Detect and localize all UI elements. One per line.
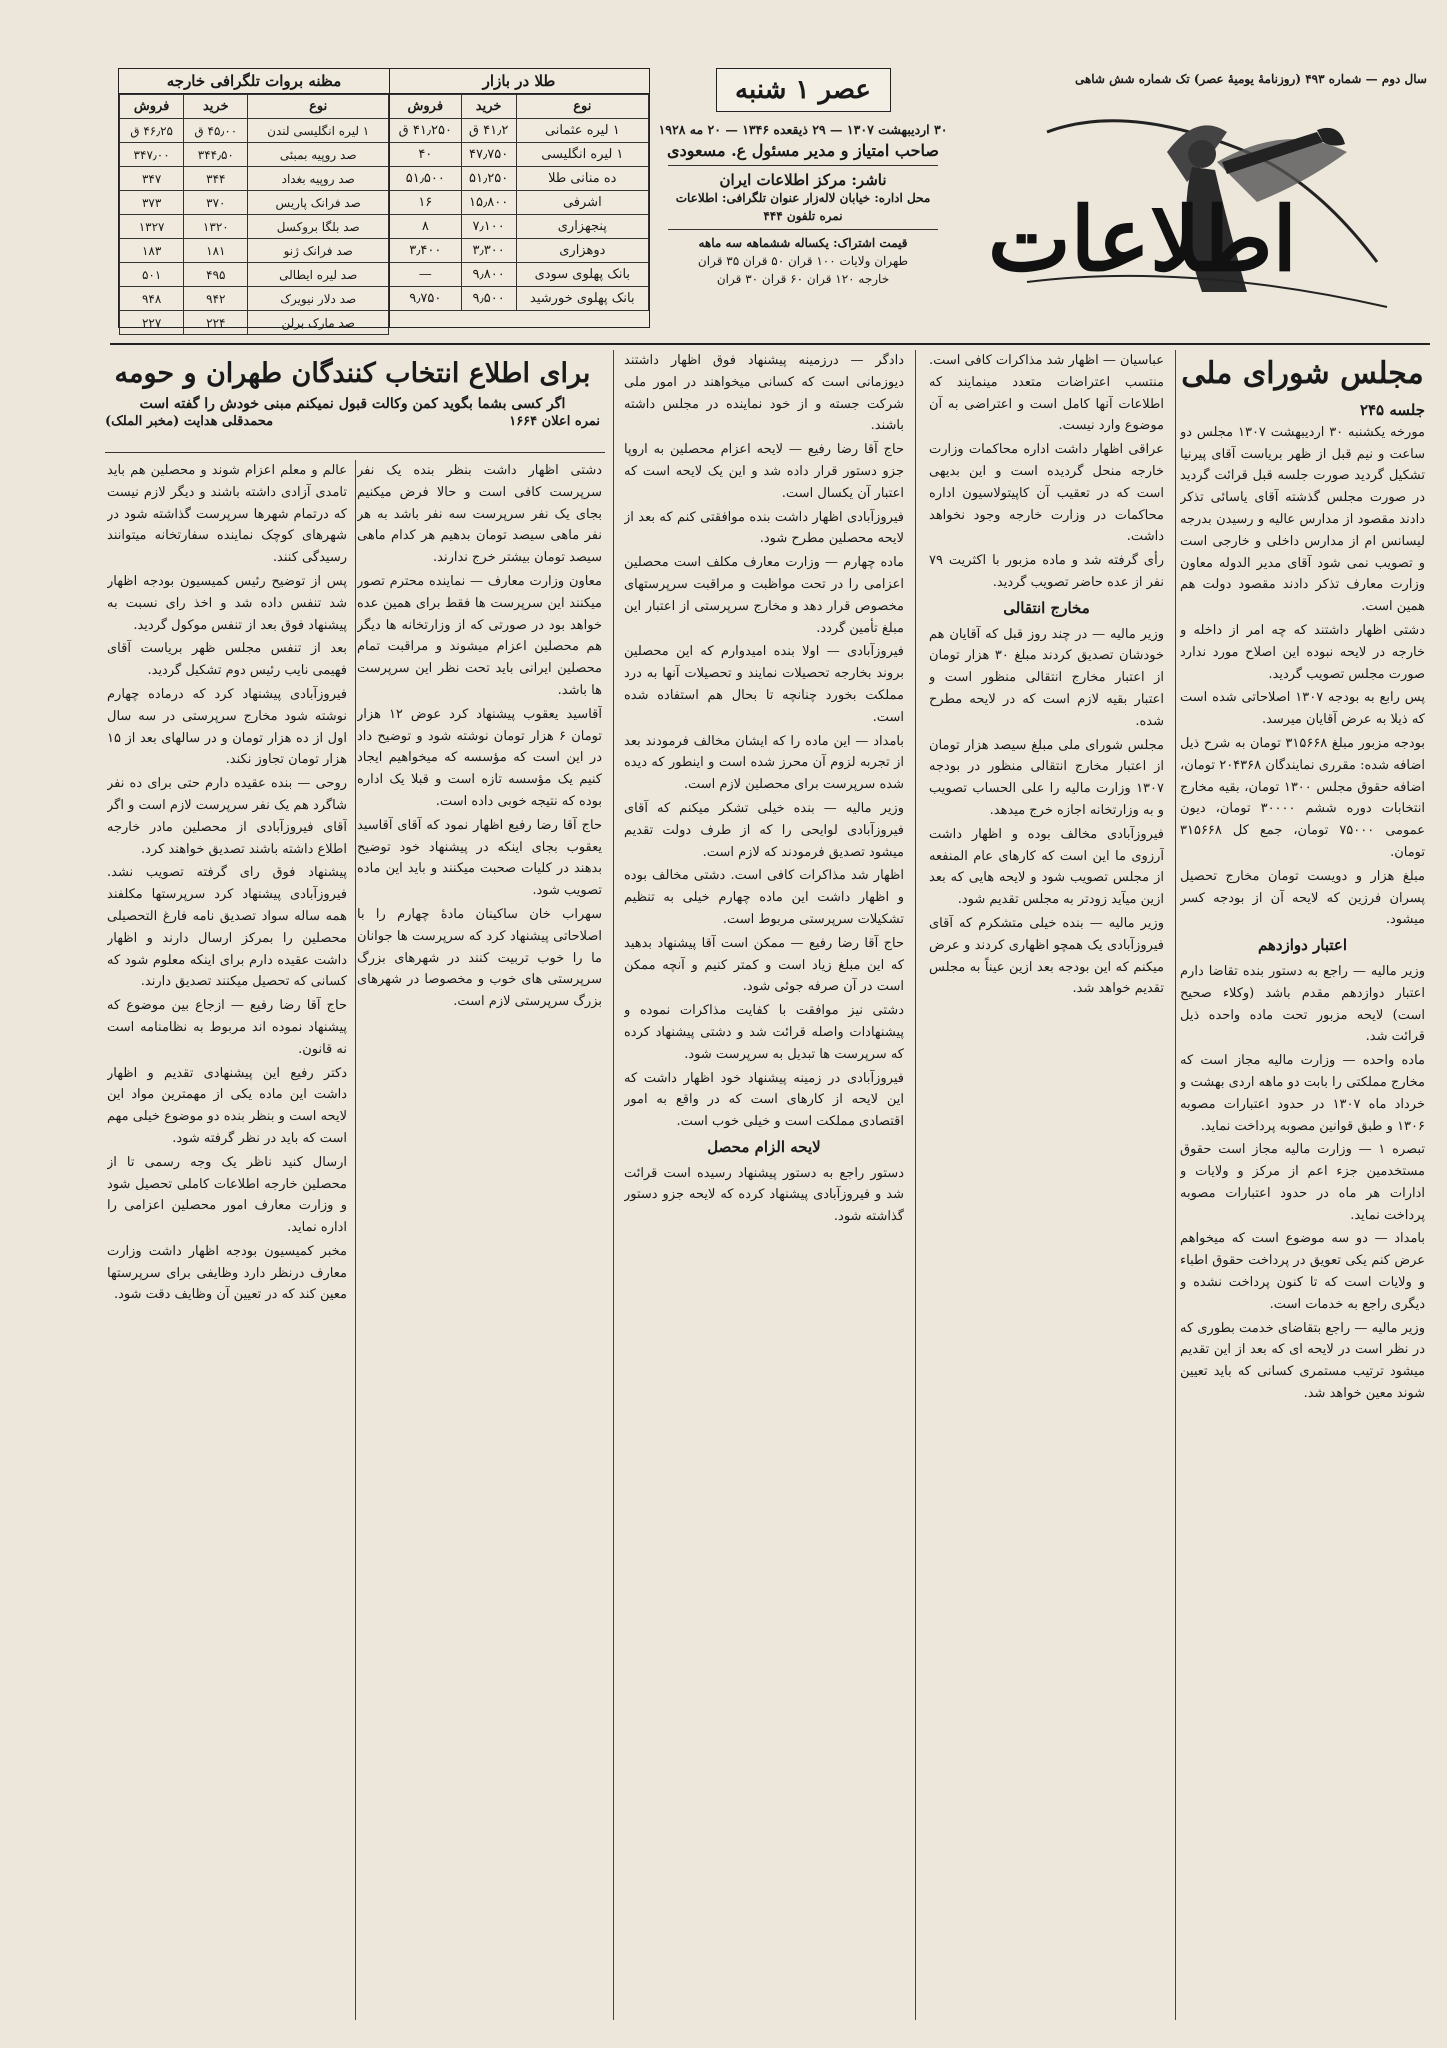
owner-line: صاحب امتیاز و مدیر مسئول ع. مسعودی (667, 141, 939, 160)
notice-number: نمره اعلان ۱۶۶۴ (509, 414, 600, 429)
paragraph: پیشنهاد فوق رای گرفته تصویب نشد. فیروزآبادی پیشنهاد کرد سرپرستها مکلفند همه ساله سواد تصدیق نامه فارغ التحصیلی محصلین را بمرکز ارسال دارند و اظهار داشت عقیده دارم برای اینکه معلوم شود که کسانی که تحصیل میکنند تصدیق دارند. (107, 865, 347, 990)
paragraph: دشتی اظهار داشت بنظر بنده یک نفر سرپرست کافی است و حالا فرض میکنیم بجای یک نفر سرپرست سه نفر باشد به هر نفر ماهی سیصد تومان بدهیم هر کدام ماهی سیصد تومان بیشتر خرج ندارند. (357, 463, 602, 566)
cell: ۱۵٫۸۰۰ (461, 191, 516, 215)
cell: ۴۹۵ (184, 263, 248, 287)
column-divider (1175, 350, 1176, 2020)
subscription-abroad: خارجه ۱۲۰ قران ۶۰ قران ۳۰ قران (716, 272, 890, 286)
publication-info (658, 68, 948, 343)
subheading: لایحه الزام محصل (707, 1137, 821, 1156)
paragraph: دشتی اظهار داشتند که چه امر از داخله و خارجه در لایحه نبوده این اصلاح مورد ندارد صورت مجلس تصویب گردید. (1180, 622, 1425, 682)
table-row (390, 143, 649, 167)
paragraph: وزیر مالیه — راجع به دستور بنده تقاضا دارم اعتبار دوازدهم مقدم باشد (وکلاء صحیح است) لایحه مزبور تحت ماده واحده ذیل قرائت شد. (1180, 963, 1425, 1045)
cell: اشرفی (516, 191, 648, 215)
cell: ۱۸۳ (120, 239, 184, 263)
cell: ۴۵٫۰۰ ق (184, 119, 248, 143)
column-4 (357, 460, 602, 2020)
paragraph: مخبر کمیسیون بودجه اظهار داشت وزارت معارف درنظر دارد وظایفی برای سرپرستها معین کند که در تعیین آن وظایف دقت شود. (107, 1243, 347, 1303)
cell: — (390, 263, 462, 287)
column-divider (355, 460, 356, 2020)
cell: صد فرانک ژنو (248, 239, 389, 263)
gold-table-title: طلا در بازار (389, 69, 649, 94)
paragraph: وزیر مالیه — در چند روز قبل که آقایان هم خودشان تصدیق کردند مبلغ ۳۰ هزار تومان از اعتبار مخارج انتقالی منظور است و اعتبار بقیه لازم است که در لایحه مطرح شده. (929, 626, 1164, 729)
cell: ده منانی طلا (516, 167, 648, 191)
paragraph: وزیر مالیه — بنده خیلی تشکر میکنم که آقای فیروزآبادی لوایحی را که از طرف دولت تقدیم میشود تصدیق فرمودند که لازم است. (624, 800, 904, 860)
gold-price-table (388, 68, 650, 328)
article-title: مجلس شورای ملی (1181, 356, 1424, 391)
paragraph: دشتی نیز موافقت با کفایت مذاکرات نموده و پیشنهادات واصله قرائت شد و دشتی پیشنهاد کرده که سرپرست ها تبدیل به سرپرست شود. (624, 1003, 904, 1062)
paragraph: دکتر رفیع این پیشنهادی تقدیم و اظهار داشت این ماده یکی از مهمترین مواد این لایحه است و بنظر بنده دو موضوع خیلی مهم است که باید در نظر گرفته شود. (107, 1065, 347, 1146)
cell: ۳۴۴ (184, 167, 248, 191)
gold-table (389, 94, 649, 311)
cell: ۳٫۴۰۰ (390, 239, 462, 263)
cell: ۳۷۰ (184, 191, 248, 215)
table-row (390, 215, 649, 239)
paragraph: فیروزآبادی اظهار داشت بنده موافقتی کنم که بعد از لایحه محصلین مطرح شود. (624, 509, 904, 547)
fx-header: خرید (184, 95, 248, 119)
subscription-tehran: طهران ولایات ۱۰۰ قران ۵۰ قران ۳۵ قران (697, 254, 909, 268)
cell: ۲۲۴ (184, 311, 248, 335)
paragraph: پس از توضیح رئیس کمیسیون بودجه اظهار شد تنفس داده شد و اخذ رای نسبت به پیشنهاد فوق بعد از تنفس موکول گردید. (107, 573, 347, 633)
cell: بانک پهلوی سودی (516, 263, 648, 287)
paragraph: پس رابع به بودجه ۱۳۰۷ اصلاحاتی شده است که ذیلا به عرض آقایان میرسد. (1180, 690, 1425, 728)
paragraph: بامداد — دو سه موضوع است که میخواهم عرض کنم یکی تعویق در پرداخت حقوق اطباء و ولایات است که تا کنون پرداخت نشده و دیگری راجع به خدمات است. (1180, 1231, 1425, 1312)
paragraph: فیروزآبادی در زمینه پیشنهاد خود اظهار داشت که این لایحه از کارهای است که در واقع به امور اقتصادی مملکت است و خیلی خوب است. (624, 1070, 904, 1130)
paragraph: آقاسید یعقوب پیشنهاد کرد عوض ۱۲ هزار تومان ۶ هزار تومان نوشته شود و توضیح داد در این است که مؤسسه که میخواهیم ایجاد کنیم یک مؤسسه تازه است و قبلا یک اداره بوده که نتیجه خوبی داده است. (357, 706, 602, 809)
notice-rule (105, 452, 605, 453)
table-row (120, 311, 389, 335)
address-line: محل اداره: خیابان لاله‌زار عنوان تلگرافی: اطلاعات (675, 191, 931, 205)
cell: ۴۱٫۲ ق (461, 119, 516, 143)
paragraph: فیروزآبادی — اولا بنده امیدوارم که این محصلین بروند بخارجه تحصیلات نمایند و تحصیلات آنها به درد مملکت بخورد چنانچه تا بحال هم استفاده شده است. (624, 644, 904, 725)
paragraph: ارسال کنید ناظر یک وجه رسمی تا از محصلین خارجه اطلاعات کاملی تحصیل شود و وزارت معارف امور محصلین اعزامی را اداره نماید. (107, 1154, 347, 1236)
paragraph: دادگر — درزمینه پیشنهاد فوق اظهار داشتند دیوزمانی است که کسانی میخواهند در امور ملی شرکت جسته و از خود نماینده در مجلس داشته باشند. (624, 353, 904, 434)
cell: ۵۰۱ (120, 263, 184, 287)
cell: ۱ لیره عثمانی (516, 119, 648, 143)
subheading: مخارج انتقالی (1003, 598, 1090, 617)
fx-header: فروش (120, 95, 184, 119)
masthead-rule (110, 343, 1430, 345)
paragraph: سهراب خان ساکینان مادهٔ چهارم را با اصلاحاتی پیشنهاد کرد که سرپرست ها جوانان ما را خوب تربیت کنند در شهرهای بزرگ سرپرستی های خوب و مخصوصا در شهرهای بزرگ سرپرستی لازم است. (357, 906, 602, 1010)
cell: ۱۸۱ (184, 239, 248, 263)
cell: صد دلار نیویرک (248, 287, 389, 311)
cell: ۱۳۲۷ (120, 215, 184, 239)
cell: ۴۶٫۲۵ ق (120, 119, 184, 143)
cell: پنجهزاری (516, 215, 648, 239)
cell: ۹۴۲ (184, 287, 248, 311)
cell: ۱۳۲۰ (184, 215, 248, 239)
paragraph: حاج آقا رضا رفیع اظهار نمود که آقای آقاسید یعقوب بجای اینکه در پیشنهاد خود توضیح بدهند در کلیات صحبت میکنند و باید این ماده تصویب شود. (357, 817, 602, 899)
column-divider (613, 350, 614, 2020)
table-row (120, 215, 389, 239)
paragraph: وزیر مالیه — راجع بتقاضای خدمت بطوری که در نظر است در لایحه ای که بعد از این تقدیم میشود ترتیب مستمری کسانی که باید تعیین شوند معین خواهد شد. (1180, 1320, 1425, 1402)
table-row (120, 119, 389, 143)
paragraph: بودجه مزبور مبلغ ۳۱۵۶۶۸ تومان به شرح ذیل اضافه شده: مقرری نمایندگان ۲۰۴۳۶۸ تومان، اضافه حقوق مجلس ۱۳۰۰ تومان، بقیه مخارج انتخابات دوره ششم ۳۰۰۰۰ تومان، دیون عمومی ۷۵۰۰۰ تومان، جمع کل ۳۱۵۶۶۸ تومان. (1180, 735, 1425, 860)
session-number: جلسه ۲۴۵ (1359, 401, 1425, 419)
logo-text: اطلاعات (987, 187, 1297, 291)
table-row (390, 239, 649, 263)
notice-lead: اگر کسی بشما بگوید کمن وکالت قبول نمیکنم مبنی خودش را گفته است (139, 396, 566, 412)
phone-line: نمره تلفون ۴۴۴ (763, 209, 843, 223)
paragraph: بعد از تنفس مجلس ظهر بریاست آقای فهیمی نایب رئیس دوم تشکیل گردید. (107, 641, 347, 679)
paragraph: عباسیان — اظهار شد مذاکرات کافی است. منتسب اعتراضات متعدد مینمایند که اطلاعات آنها کامل است و اعتراضی به آن موضوع وارد نیست. (929, 353, 1164, 434)
cell: صد روپیه بغداد (248, 167, 389, 191)
cell: ۹٫۸۰۰ (461, 263, 516, 287)
table-row (390, 263, 649, 287)
fx-table (119, 94, 389, 335)
paragraph: فیروزآبادی مخالف بوده و اظهار داشت آرزوی ما این است که کارهای عام المنفعه از مجلس تصویب شود و لایحه هایی که بعد ازین میآید زودتر به مجلس تقدیم شود. (929, 826, 1164, 908)
cell: ۵۱٫۲۵۰ (461, 167, 516, 191)
cell: ۹٫۵۰۰ (461, 287, 516, 311)
paragraph: تبصره ۱ — وزارت مالیه مجاز است حقوق مستخدمین جزء اعم از مرکز و ولایات و ادارات هر ماه در حدود اعتبارات مصوبه پرداخت نماید. (1180, 1142, 1425, 1223)
cell: ۵۱٫۵۰۰ (390, 167, 462, 191)
paragraph: مبلغ هزار و دویست تومان مخارج تحصیل پسران فرزین که لایحه آن از بودجه کسر میشود. (1180, 868, 1425, 928)
gold-header: خرید (461, 95, 516, 119)
table-row (390, 287, 649, 311)
cell: صد روپیه بمبئی (248, 143, 389, 167)
paragraph: مجلس شورای ملی مبلغ سیصد هزار تومان از اعتبار مخارج انتقالی منظور در بودجه ۱۳۰۷ وزارت مالیه را علی الحساب تصویب و به وزارتخانه اجازه خرج میدهد. (929, 737, 1164, 818)
issue-date: ۳۰ اردیبهشت ۱۳۰۷ — ۲۹ ذیقعده ۱۳۴۶ — ۲۰ مه ۱۹۲۸ (658, 122, 948, 137)
paragraph: عراقی اظهار داشت اداره محاکمات وزارت خارجه منحل گردیده است و این بدیهی است که در تعقیب آن کاپیتولاسیون اداره محاکمات در وزارت خارجه وجود نخواهد داشت. (929, 442, 1164, 545)
paragraph: مورخه یکشنبه ۳۰ اردیبهشت ۱۳۰۷ مجلس دو ساعت و نیم قبل از ظهر بریاست آقای پیرنیا تشکیل گردید صورت جلسه قبل قرائت گردید در صورت مجلس گذشته آقای یاسائی تذکر دادند مقصود از مدارس عالیه و رسیدن بدرجه لیسانس ام از مدارس داخلی و خارجی است و تصویب نمی شود آقای مدیر الدوله معاون وزارت معارف تذکر دادند مقصود دولت هم همین است. (1180, 424, 1425, 615)
cell: ۴۱٫۲۵۰ ق (390, 119, 462, 143)
paragraph: معاون وزارت معارف — نماینده محترم تصور میکنند این سرپرست ها فقط برای همین عده خواهد بود در صورتی که از وزارتخانه ها دیگر هم محصلین اعزام میشوند و مراقبت تمام محصلین ایرانی باید تحت نظر این سرپرست ها باشد. (357, 573, 602, 698)
cell: صد مارک برلن (248, 311, 389, 335)
cell: ۲۲۷ (120, 311, 184, 335)
cell: ۱۶ (390, 191, 462, 215)
column-parliament (1180, 350, 1425, 2020)
column-5 (107, 460, 347, 2020)
cell: ۹۴۸ (120, 287, 184, 311)
paragraph: وزیر مالیه — بنده خیلی متشکرم که آقای فیروزآبادی یک همچو اظهاری کردند و عرض میکنم که این بودجه بعد ازین عیناً به مجلس تقدیم خواهد شد. (929, 915, 1164, 997)
cell: دوهزاری (516, 239, 648, 263)
logo (987, 92, 1407, 327)
paragraph: روحی — بنده عقیده دارم حتی برای ده نفر شاگرد هم یک نفر سرپرست لازم است و اگر آقای فیروزآبادی از محصلین مادر خارجه اطلاع داشته باشند تصدیق خواهند کرد. (107, 776, 347, 857)
cell: ۳۴۷٫۰۰ (120, 143, 184, 167)
article-title: برای اطلاع انتخاب کنندگان طهران و حومه (114, 358, 591, 389)
cell: ۱ لیره انگلیسی لندن (248, 119, 389, 143)
table-row (120, 239, 389, 263)
publisher-line: ناشر: مرکز اطلاعات ایران (719, 171, 887, 189)
cell: ۸ (390, 215, 462, 239)
cell: ۴۷٫۷۵۰ (461, 143, 516, 167)
notice-signer: محمدقلی هدایت (مخبر الملک) (105, 414, 274, 429)
column-divider (915, 350, 916, 2020)
gold-header: نوع (516, 95, 648, 119)
table-row (120, 263, 389, 287)
cell: ۳۴۷ (120, 167, 184, 191)
paragraph: اظهار شد مذاکرات کافی است. دشتی مخالف بوده و اظهار داشت این ماده چهارم خیلی به تنظیم تشکیلات سرپرستی مربوط است. (624, 868, 904, 927)
cell: بانک پهلوی خورشید (516, 287, 648, 311)
issue-line: سال دوم — شماره ۴۹۳ (روزنامهٔ یومیهٔ عصر) تک شماره شش شاهی (1074, 72, 1427, 86)
cell: ۳۴۴٫۵۰ (184, 143, 248, 167)
subscription-title: قیمت اشتراک: یکساله ششماهه سه ماهه (698, 236, 908, 250)
fx-header: نوع (248, 95, 389, 119)
column-2 (929, 350, 1164, 2020)
table-row (390, 167, 649, 191)
paragraph: حاج آقا رضا رفیع — ممکن است آقا پیشنهاد بدهید که این مبلغ زیاد است و کمتر کنیم و آنچه ممکن است در آن صرفه جوئی شود. (624, 935, 904, 995)
cell: ۳٫۳۰۰ (461, 239, 516, 263)
table-row (120, 143, 389, 167)
subheading: اعتبار دوازدهم (1257, 936, 1348, 955)
paragraph: عالم و معلم اعزام شوند و محصلین هم باید تامدی آزادی داشته باشند و دیگر لازم نیست که درتمام شهرها سرپرست گذاشته شود در شهرهای کوچک نماینده سفارتخانه میتوانند رسیدگی کنند. (107, 463, 347, 566)
table-row (120, 167, 389, 191)
cell: صد لیره ایطالی (248, 263, 389, 287)
paragraph: ماده واحده — وزارت مالیه مجاز است که مخارج مملکتی را بابت دو ماهه اردی بهشت و خرداد ماه ۱۳۰۷ در حدود اعتبارات مصوبه ۱۳۰۶ و طبق قوانین مصوبه پرداخت نماید. (1180, 1053, 1425, 1134)
table-row (120, 191, 389, 215)
fx-rate-table (118, 68, 390, 328)
cell: صد بلگا بروکسل (248, 215, 389, 239)
cell: صد فرانک پاریس (248, 191, 389, 215)
gold-header: فروش (390, 95, 462, 119)
paragraph: حاج آقا رضا رفیع — لایحه اعزام محصلین به اروپا جزو دستور قرار داده شد و این یک لایحه است که اعتبار آن یکسال است. (624, 442, 904, 501)
fx-table-title: مظنه بروات تلگرافی خارجه (119, 69, 389, 94)
day-label: عصر ۱ شنبه (716, 68, 891, 112)
cell: ۹٫۷۵۰ (390, 287, 462, 311)
table-row (390, 191, 649, 215)
paragraph: ماده چهارم — وزارت معارف مکلف است محصلین اعزامی را در تحت مواظبت و مراقبت سرپرستهای مخصوص قرار دهد و مخارج سرپرستی از اعتبار این مبلغ تأمین گردد. (624, 555, 904, 636)
paragraph: حاج آقا رضا رفیع — ازجاع بین موضوع که پیشنهاد نموده اند مربوط به نظامنامه است نه قانون. (107, 998, 347, 1057)
election-notice (105, 352, 600, 429)
cell: ۳۷۳ (120, 191, 184, 215)
paragraph: بامداد — این ماده را که ایشان مخالف فرمودند بعد از تجربه لزوم آن محرز شده است و اینطور که دیده شده سرپرست برای محصلین لازم است. (624, 733, 904, 793)
cell: ۴۰ (390, 143, 462, 167)
column-3 (624, 350, 904, 2020)
cell: ۷٫۱۰۰ (461, 215, 516, 239)
cell: ۱ لیره انگلیسی (516, 143, 648, 167)
paragraph: رأی گرفته شد و ماده مزبور با اکثریت ۷۹ نفر از عده حاضر تصویب گردید. (929, 553, 1164, 590)
paragraph: فیروزآبادی پیشنهاد کرد که درماده چهارم نوشته شود مخارج سرپرستی در سه سال اول از ده هزار تومان و در سالهای بعد از ۱۵ هزار تومان تجاوز نکند. (107, 686, 347, 768)
paragraph: دستور راجع به دستور پیشنهاد رسیده است قرائت شد و فیروزآبادی پیشنهاد کرده که لایحه جزو دستور گذاشته شود. (624, 1165, 904, 1225)
table-row (390, 119, 649, 143)
table-row (120, 287, 389, 311)
